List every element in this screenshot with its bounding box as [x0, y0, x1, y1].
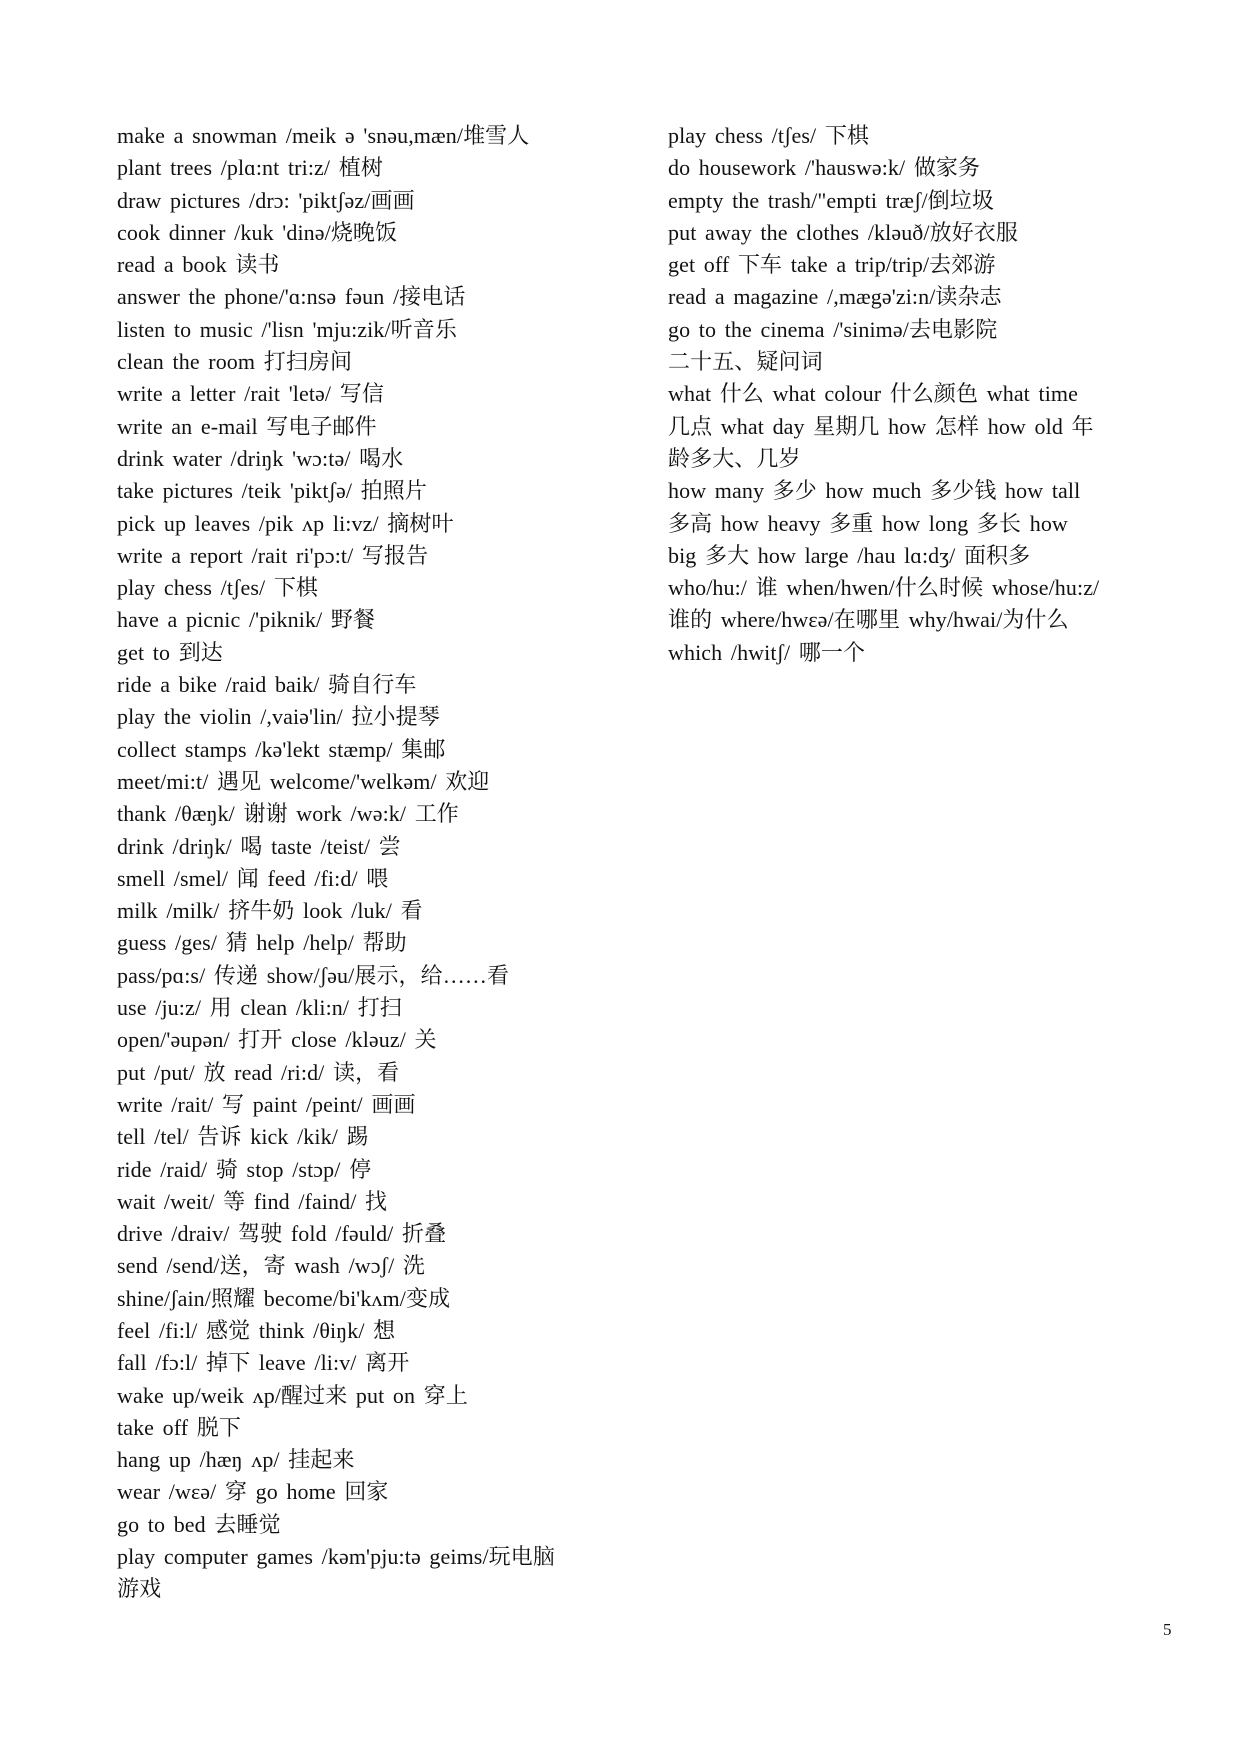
vocab-line: guess /ges/ 猜 help /help/ 帮助: [117, 930, 407, 956]
vocab-line: write a report /rait ri'pɔ:t/ 写报告: [117, 542, 429, 568]
vocab-line: send /send/送，寄 wash /wɔʃ/ 洗: [117, 1253, 425, 1279]
vocab-line: play chess /tʃes/ 下棋: [668, 123, 870, 148]
vocab-line: tell /tel/ 告诉 kick /kik/ 踢: [117, 1124, 369, 1150]
vocab-line: drink /driŋk/ 喝 taste /teist/ 尝: [117, 833, 401, 859]
vocab-line: go to bed 去睡觉: [117, 1511, 281, 1537]
vocab-line: write an e-mail 写电子邮件: [117, 413, 377, 439]
vocab-line: make a snowman /meik ə 'snəu,mæn/堆雪人: [117, 123, 530, 148]
vocab-line: shine/ʃain/照耀 become/bi'kʌm/变成: [117, 1285, 451, 1311]
page-number: 5: [1163, 1620, 1172, 1639]
vocab-line: ride /raid/ 骑 stop /stɔp/ 停: [117, 1156, 372, 1182]
vocab-line: which /hwitʃ/ 哪一个: [668, 639, 866, 665]
vocab-line: fall /fɔ:l/ 掉下 leave /li:v/ 离开: [117, 1350, 410, 1376]
vocab-line: drive /draiv/ 驾驶 fold /fəuld/ 折叠: [117, 1221, 447, 1247]
vocab-line: 龄多大、几岁: [668, 445, 801, 471]
vocab-line: have a picnic /'piknik/ 野餐: [117, 607, 376, 633]
vocab-line: play chess /tʃes/ 下棋: [117, 575, 319, 601]
left-column: [117, 120, 637, 1606]
vocab-line: hang up /hæŋ ʌp/ 挂起来: [117, 1447, 355, 1473]
vocab-line: pass/pɑ:s/ 传递 show/ʃəu/展示，给……看: [117, 962, 510, 988]
vocab-line: drink water /driŋk 'wɔ:tə/ 喝水: [117, 445, 404, 471]
vocab-line: draw pictures /drɔ: 'piktʃəz/画画: [117, 187, 415, 213]
vocab-line: what 什么 what colour 什么颜色 what time: [668, 381, 1078, 407]
vocab-line: empty the trash/"empti træʃ/倒垃圾: [668, 187, 994, 213]
vocab-line: pick up leaves /pik ʌp li:vz/ 摘树叶: [117, 510, 454, 536]
vocab-line: read a magazine /,mægə'zi:n/读杂志: [668, 284, 1002, 310]
vocab-line: play computer games /kəm'pju:tə geims/玩电脑: [117, 1544, 555, 1570]
vocab-line: take off 脱下: [117, 1414, 241, 1440]
vocab-line: feel /fi:l/ 感觉 think /θiŋk/ 想: [117, 1317, 396, 1343]
vocab-line: wake up/weik ʌp/醒过来 put on 穿上: [117, 1382, 468, 1408]
vocab-line: smell /smel/ 闻 feed /fi:d/ 喂: [117, 865, 389, 891]
vocab-line: read a book 读书: [117, 252, 280, 278]
vocab-line: collect stamps /kə'lekt stæmp/ 集邮: [117, 736, 446, 762]
vocab-line: do housework /'hauswə:k/ 做家务: [668, 155, 981, 181]
vocab-line: answer the phone/'ɑ:nsə fəun /接电话: [117, 284, 466, 310]
vocab-line: 游戏: [117, 1576, 162, 1602]
vocab-line: play the violin /,vaiə'lin/ 拉小提琴: [117, 704, 440, 730]
vocab-line: cook dinner /kuk 'dinə/烧晚饭: [117, 219, 398, 245]
vocab-line: write /rait/ 写 paint /peint/ 画画: [117, 1091, 416, 1117]
vocab-line: thank /θæŋk/ 谢谢 work /wə:k/ 工作: [117, 801, 459, 827]
section-heading: 二十五、疑问词: [668, 349, 823, 375]
vocab-line: 几点 what day 星期几 how 怎样 how old 年: [668, 413, 1094, 439]
vocab-line: milk /milk/ 挤牛奶 look /luk/ 看: [117, 898, 423, 924]
vocab-line: who/hu:/ 谁 when/hwen/什么时候 whose/hu:z/: [668, 575, 1100, 601]
right-column: [668, 120, 1233, 669]
vocab-line: listen to music /'lisn 'mju:zik/听音乐: [117, 316, 457, 342]
vocab-line: get off 下车 take a trip/trip/去郊游: [668, 252, 996, 278]
vocab-line: 谁的 where/hwεə/在哪里 why/hwai/为什么: [668, 607, 1069, 633]
vocab-line: clean the room 打扫房间: [117, 349, 353, 375]
vocab-line: use /ju:z/ 用 clean /kli:n/ 打扫: [117, 995, 402, 1021]
vocab-line: put /put/ 放 read /ri:d/ 读，看: [117, 1059, 400, 1085]
vocab-line: open/'əupən/ 打开 close /kləuz/ 关: [117, 1027, 437, 1053]
vocab-line: wear /wεə/ 穿 go home 回家: [117, 1479, 389, 1505]
vocab-line: put away the clothes /kləuð/放好衣服: [668, 219, 1019, 245]
vocab-line: how many 多少 how much 多少钱 how tall: [668, 478, 1081, 504]
vocab-line: ride a bike /raid baik/ 骑自行车: [117, 672, 417, 698]
vocab-line: take pictures /teik 'piktʃə/ 拍照片: [117, 478, 427, 504]
vocab-line: big 多大 how large /hau lɑ:dʒ/ 面积多: [668, 542, 1031, 568]
vocab-line: wait /weit/ 等 find /faind/ 找: [117, 1188, 388, 1214]
vocab-line: get to 到达: [117, 639, 223, 665]
vocab-line: 多高 how heavy 多重 how long 多长 how: [668, 510, 1068, 536]
vocab-line: go to the cinema /'sinimə/去电影院: [668, 316, 998, 342]
vocab-line: meet/mi:t/ 遇见 welcome/'welkəm/ 欢迎: [117, 768, 490, 794]
vocab-line: write a letter /rait 'letə/ 写信: [117, 381, 384, 407]
vocab-line: plant trees /plɑ:nt tri:z/ 植树: [117, 155, 383, 181]
